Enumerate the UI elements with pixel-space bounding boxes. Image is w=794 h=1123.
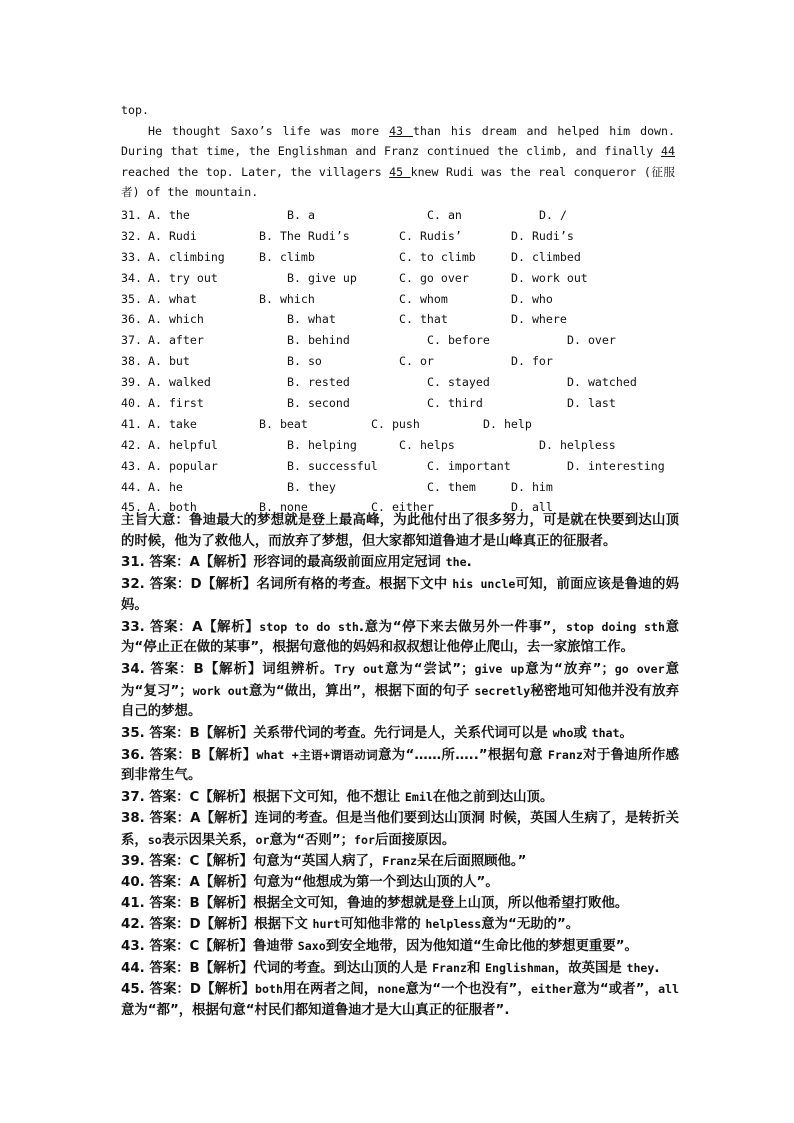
option-d: D. where	[511, 312, 567, 327]
option-a: A. both	[148, 500, 197, 515]
answer-39-text: 39. 答案：C【解析】句意为“英国人病了，	[121, 854, 383, 870]
question-number: 41.	[121, 416, 142, 431]
answer-38-text: 38. 答案：A【解析】连词的考查。但是当他们要到达山顶洞 时候，英国人生病了，是转折关系，	[121, 810, 679, 848]
option-row-36	[121, 309, 681, 330]
answer-34-text: 34. 答案：B【解析】词组辨析。	[121, 661, 335, 677]
answer-44-en1: Franz	[432, 960, 467, 975]
answer-33	[121, 617, 679, 659]
option-b: B. give up	[287, 270, 357, 285]
answer-45-en1: both	[255, 982, 283, 997]
answer-39-post: 呆在后面照顾他。”	[417, 854, 527, 870]
answer-32-en: his uncle	[452, 577, 516, 592]
option-d: D. Rudi’s	[511, 228, 574, 243]
option-b: B. rested	[287, 375, 350, 390]
option-b: B. behind	[287, 333, 350, 348]
option-row-33	[121, 247, 681, 268]
answer-45-en3: either	[530, 982, 573, 997]
answer-31-post: .	[466, 555, 472, 571]
option-c: C. an	[427, 208, 462, 222]
option-b: B. so	[287, 354, 322, 369]
answer-43-post: 到安全地带，因为他知道“生命比他的梦想更重要”。	[325, 939, 638, 955]
answer-43-text: 43. 答案：C【解析】鲁迪带	[121, 939, 298, 955]
option-row-39	[121, 372, 681, 393]
passage-text-4: knew Rudi was the real conqueror (征服者) of the mountain.	[121, 164, 675, 200]
answer-31-text: 31. 答案：A【解析】形容词的最高级前面应用定冠词	[121, 555, 446, 571]
option-c: C. third	[427, 396, 483, 411]
answer-33-en2: stop doing sth	[565, 619, 665, 634]
answer-39-en: Franz	[382, 854, 418, 869]
option-c: C. push	[371, 416, 420, 431]
answer-42-mid1: 可知他非常的	[340, 917, 426, 933]
answer-35-en1: who	[552, 726, 574, 741]
option-row-41	[121, 414, 681, 435]
option-a: A. the	[148, 208, 190, 222]
question-number: 32.	[121, 228, 142, 243]
options-list	[121, 205, 681, 518]
question-number: 38.	[121, 354, 142, 369]
answer-36-mid: 意为“……所…..”根据句意	[378, 747, 548, 763]
question-number: 36.	[121, 312, 142, 327]
answer-35-post: 。	[619, 726, 633, 742]
answer-38-en2: or	[255, 832, 270, 847]
option-d: D. /	[539, 208, 567, 222]
option-d: D. last	[567, 396, 616, 411]
option-c: C. or	[399, 354, 434, 369]
option-c: C. important	[427, 458, 511, 473]
answer-34	[121, 659, 679, 723]
option-c: C. that	[399, 312, 448, 327]
answer-31-en: the	[445, 555, 467, 570]
answer-32-text: 32. 答案：D【解析】名词所有格的考查。根据下文中	[121, 577, 453, 593]
answer-38-mid1: 表示因果关系，	[161, 832, 256, 848]
passage	[121, 100, 675, 203]
blank-43: 43	[389, 123, 413, 138]
option-b: B. they	[287, 479, 336, 494]
option-c: C. before	[427, 333, 490, 348]
option-a: A. which	[148, 312, 204, 327]
option-row-42	[121, 435, 681, 456]
blank-45: 45	[389, 164, 411, 179]
question-number: 45.	[121, 500, 142, 515]
answer-34-mid1: 意为“尝试”；	[383, 661, 475, 677]
answer-41: 41. 答案：B【解析】根据全文可知，鲁迪的梦想就是登上山顶，所以他希望打败他。	[121, 895, 629, 911]
answer-44-mid1: 和	[466, 960, 486, 976]
answer-45-en2: none	[377, 982, 406, 997]
answer-38-mid2: 意为“否则”；	[269, 832, 355, 848]
option-c: C. Rudis’	[399, 228, 462, 243]
option-d: D. help	[483, 416, 532, 431]
option-row-35	[121, 289, 681, 310]
option-a: A. walked	[148, 375, 211, 390]
answer-44-post: .	[654, 960, 660, 976]
answer-42	[121, 914, 679, 936]
answer-44-en3: they	[626, 960, 655, 975]
option-row-43	[121, 456, 681, 477]
answer-45-post: 意为“都”，根据句意“村民们都知道鲁迪才是大山真正的征服者”.	[121, 1003, 510, 1019]
answer-34-en4: work out	[192, 683, 249, 698]
option-row-38	[121, 351, 681, 372]
answer-37-text: 37. 答案：C【解析】根据下文可知，他不想让	[121, 790, 405, 806]
option-d: D. over	[567, 333, 616, 348]
answer-35-mid1: 或	[573, 726, 592, 742]
question-number: 39.	[121, 375, 142, 390]
answer-35	[121, 723, 679, 745]
option-b: B. helping	[287, 437, 357, 452]
option-d: D. watched	[567, 375, 637, 390]
option-row-34	[121, 268, 681, 289]
question-number: 33.	[121, 249, 142, 264]
option-b: B. The Rudi’s	[259, 228, 350, 243]
answer-37-post: 在他之前到达山顶。	[432, 790, 554, 806]
answer-35-text: 35. 答案：B【解析】关系带代词的考查。先行词是人，关系代词可以是	[121, 726, 553, 742]
answers-section	[121, 511, 679, 1022]
option-d: D. for	[511, 354, 553, 369]
answer-36-en2: Franz	[547, 747, 583, 762]
option-b: B. climb	[259, 249, 315, 264]
answer-42-post: 意为“无助的”。	[481, 917, 580, 933]
question-number: 44.	[121, 479, 142, 494]
answer-40: 40. 答案：A【解析】句意为“他想成为第一个到达山顶的人”。	[121, 874, 499, 890]
passage-text-2: than his dream and helped him down. During that time, the Englishman and Franz continued the climb, and finally	[121, 123, 675, 159]
answer-45-mid1: 用在两者之间，	[282, 982, 378, 998]
answer-39	[121, 851, 679, 873]
option-c: C. them	[427, 479, 476, 494]
option-a: A. try out	[148, 270, 218, 285]
answer-34-en2: give up	[474, 661, 525, 676]
option-a: A. but	[148, 354, 190, 369]
option-a: A. first	[148, 396, 204, 411]
summary: 主旨大意：鲁迪最大的梦想就是登上最高峰，为此他付出了很多努力，可是就在快要到达山顶的时候，他为了救他人，而放弃了梦想，但大家都知道鲁迪才是山峰真正的征服者。	[121, 513, 679, 549]
answer-45-text: 45. 答案：D【解析】	[121, 982, 255, 998]
answer-45-en4: all	[658, 982, 680, 997]
option-b: B. what	[287, 312, 336, 327]
answer-32	[121, 574, 679, 616]
answer-44-text: 44. 答案：B【解析】代词的考查。到达山顶的人是	[121, 960, 433, 976]
option-a: A. helpful	[148, 437, 218, 452]
option-a: A. popular	[148, 458, 218, 473]
option-c: C. helps	[399, 437, 455, 452]
answer-38-post: 后面接原因。	[374, 832, 456, 848]
answer-45	[121, 979, 679, 1021]
blank-44: 44	[661, 144, 675, 159]
option-b: B. beat	[259, 416, 308, 431]
option-d: D. interesting	[567, 458, 665, 473]
option-b: B. none	[259, 500, 308, 515]
option-d: D. who	[511, 291, 553, 306]
answer-42-en1: hurt	[312, 917, 341, 932]
question-number: 42.	[121, 437, 142, 452]
answer-43-en: Saxo	[297, 939, 326, 954]
answer-36-en: what +主语+谓语动词	[256, 747, 379, 762]
answer-38	[121, 809, 679, 851]
option-c: C. go over	[399, 270, 469, 285]
answer-34-en5: secretly	[474, 683, 531, 698]
option-b: B. which	[259, 291, 315, 306]
option-d: D. work out	[511, 270, 588, 285]
answer-36	[121, 745, 679, 787]
answer-38-en1: so	[147, 832, 162, 847]
passage-paragraph	[121, 121, 675, 203]
answer-33-text: 33. 答案：A【解析】	[121, 619, 260, 635]
option-d: D. him	[511, 479, 553, 494]
answer-36-post: 对于鲁迪所作感到非常生气。	[121, 747, 679, 784]
answer-45-mid3: 意为“或者”，	[572, 982, 659, 998]
answer-35-en2: that	[591, 726, 620, 741]
question-number: 40.	[121, 396, 142, 411]
answer-31	[121, 552, 679, 574]
question-number: 37.	[121, 333, 142, 348]
answer-33-mid1: .意为“停下来去做另外一件事”，	[358, 619, 566, 635]
passage-line-top: top.	[121, 103, 149, 117]
option-c: C. stayed	[427, 375, 490, 390]
option-b: B. second	[287, 396, 350, 411]
option-row-37	[121, 330, 681, 351]
option-row-31	[121, 205, 681, 226]
answer-44	[121, 958, 679, 980]
question-number: 31.	[121, 208, 142, 222]
answer-34-mid4: 意为“做出，算出”，根据下面的句子	[248, 683, 475, 699]
option-b: B. successful	[287, 458, 378, 473]
answer-33-en1: stop to do sth	[259, 619, 359, 634]
answer-44-mid2: ，故英国是	[554, 960, 627, 976]
answer-34-mid2: 意为“放弃”；	[524, 661, 615, 677]
option-d: D. climbed	[511, 249, 581, 264]
answer-36-text: 36. 答案：B【解析】	[121, 747, 257, 763]
answer-34-en1: Try out	[334, 661, 384, 676]
option-row-44	[121, 477, 681, 498]
answer-32-post: 可知，前面应该是鲁迪的妈妈。	[121, 577, 680, 613]
option-c: C. either	[371, 500, 434, 515]
answer-33-post: 意为“停止正在做的某事”，根据句意他的妈妈和叔叔想让他停止爬山，去一家旅馆工作。	[121, 619, 680, 656]
option-a: A. what	[148, 291, 197, 306]
option-c: C. whom	[399, 291, 448, 306]
option-a: A. Rudi	[148, 228, 197, 243]
answer-34-en3: go over	[614, 661, 665, 676]
answer-44-en2: Englishman	[485, 960, 555, 975]
passage-text-3: reached the top. Later, the villagers	[121, 164, 390, 179]
option-a: A. climbing	[148, 249, 225, 264]
option-a: A. after	[148, 333, 204, 348]
question-number: 35.	[121, 291, 142, 306]
option-c: C. to climb	[399, 249, 476, 264]
answer-45-mid2: 意为“一个也没有”，	[405, 982, 531, 998]
option-row-40	[121, 393, 681, 414]
option-d: D. helpless	[539, 437, 616, 452]
option-b: B. a	[287, 208, 315, 222]
option-d: D. all	[511, 500, 553, 515]
answer-37	[121, 787, 679, 809]
answer-38-en3: for	[354, 832, 375, 847]
answer-43	[121, 936, 679, 958]
answer-42-en2: helpless	[425, 917, 482, 932]
question-number: 43.	[121, 458, 142, 473]
answer-42-text: 42. 答案：D【解析】根据下文	[121, 917, 313, 933]
option-a: A. take	[148, 416, 197, 431]
option-a: A. he	[148, 479, 183, 494]
option-row-32	[121, 226, 681, 247]
question-number: 34.	[121, 270, 142, 285]
answer-37-en: Emil	[404, 790, 433, 805]
passage-text-1: He thought Saxo’s life was more	[148, 123, 390, 138]
answer-34-mid3: 意为“复习”；	[121, 661, 680, 699]
answer-34-post: 秘密地可知他并没有放弃自己的梦想。	[121, 683, 679, 720]
